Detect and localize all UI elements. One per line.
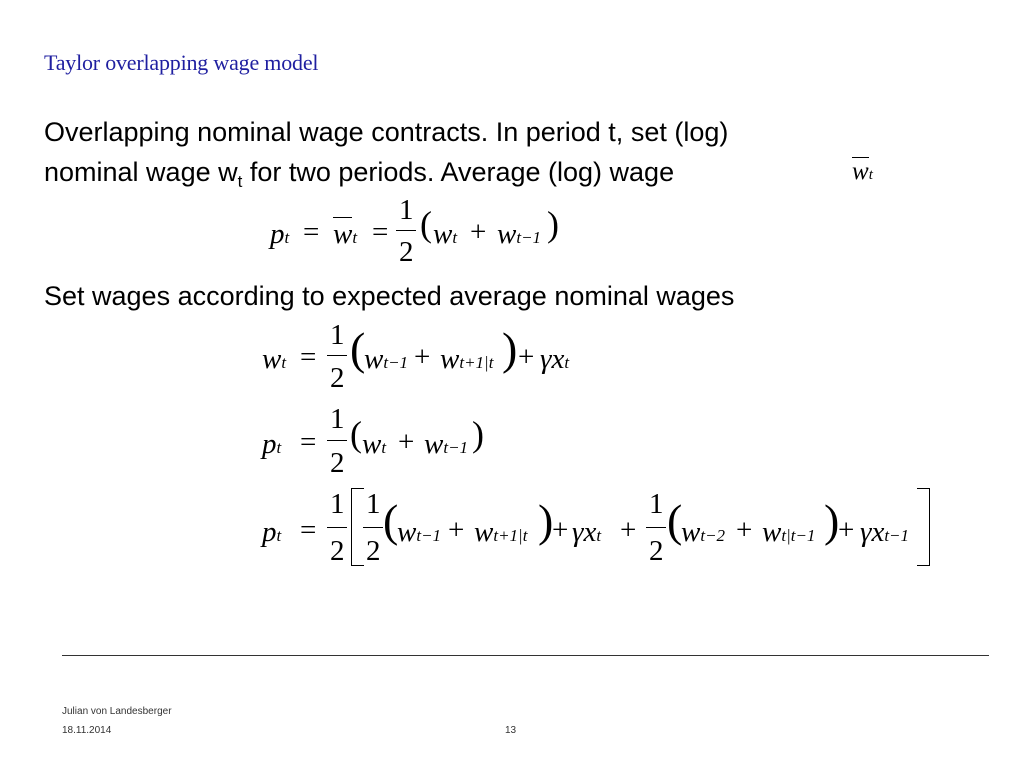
intro-text-b: for two periods. Average (log) wage <box>242 157 675 187</box>
inline-average-wage: wt <box>852 158 873 185</box>
slide-title: Taylor overlapping wage model <box>44 50 319 75</box>
intro-line-1: Overlapping nominal wage contracts. In period t, set (log) <box>44 117 729 147</box>
intro-line-2 <box>44 152 674 192</box>
wage-setting-line: Set wages according to expected average nominal wages <box>44 281 735 311</box>
intro-subscript: t <box>237 172 243 191</box>
page-number: 13 <box>505 725 517 736</box>
footer-author: Julian von Landesberger <box>62 706 172 717</box>
footer-date: 18.11.2014 <box>62 725 112 736</box>
intro-text-a: nominal wage w <box>44 157 238 187</box>
right-bracket <box>917 488 930 566</box>
footer-divider <box>62 655 989 656</box>
